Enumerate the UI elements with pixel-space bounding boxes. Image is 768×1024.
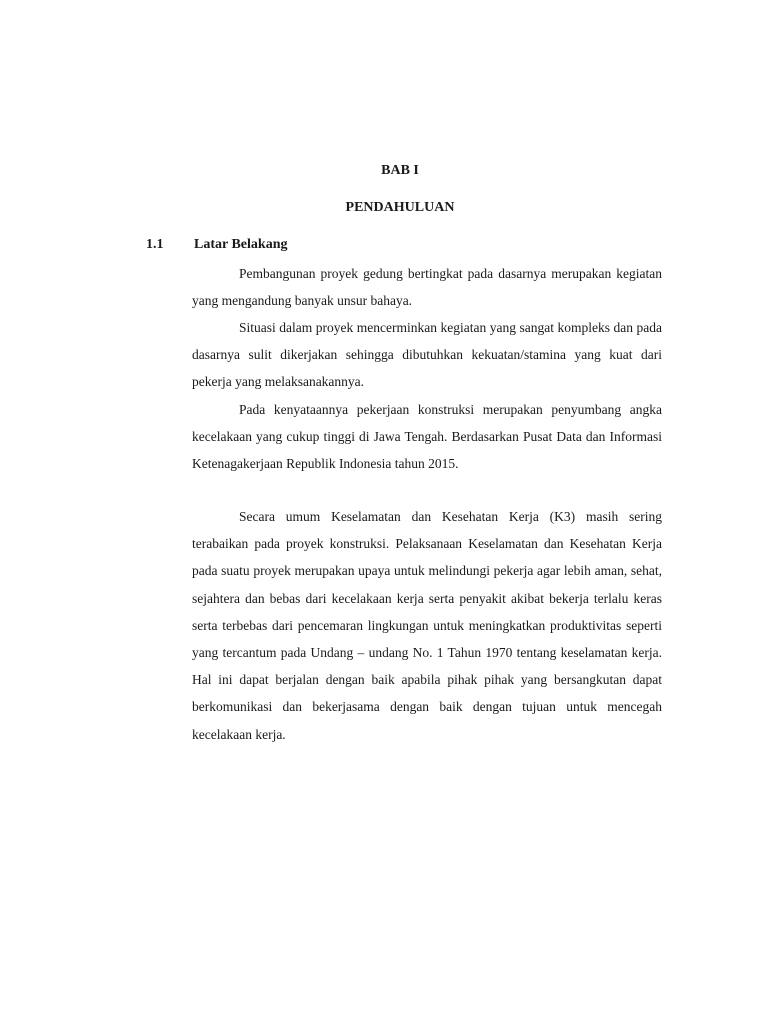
body-paragraph-3 <box>192 396 662 478</box>
paragraph-text: Pada kenyataannya pekerjaan konstruksi merupakan penyumbang angka kecelakaan yang cukup tinggi di Jawa Tengah. Berdasarkan Pusat Data dan Informasi Ketenagakerjaan Republik Indonesia tahun 2015. <box>192 402 662 472</box>
paragraph-text: Secara umum Keselamatan dan Kesehatan Kerja (K3) masih sering terabaikan pada proyek konstruksi. Pelaksanaan Keselamatan dan Kesehatan Kerja pada suatu proyek merupakan upaya untuk melindungi pekerja agar lebih aman, sehat, sejahtera dan bebas dari kecelakaan kerja serta penyakit akibat bekerja terlalu keras serta terbebas dari pencemaran lingkungan untuk meningkatkan produktivitas seperti yang tercantum pada Undang – undang No. 1 Tahun 1970 tentang keselamatan kerja. Hal ini dapat berjalan dengan baik apabila pihak pihak yang bersangkutan dapat berkomunikasi dan bekerjasama dengan baik dengan tujuan untuk mencegah kecelakaan kerja. <box>192 509 662 742</box>
body-paragraph-1 <box>192 260 662 314</box>
section-title: Latar Belakang <box>194 237 288 252</box>
chapter-title: PENDAHULUAN <box>345 200 455 215</box>
body-paragraph-2 <box>192 314 662 396</box>
chapter-number: BAB I <box>381 163 419 178</box>
section-number: 1.1 <box>146 237 164 252</box>
section-heading <box>146 237 287 253</box>
paragraph-text: Situasi dalam proyek mencerminkan kegiatan yang sangat kompleks dan pada dasarnya sulit dikerjakan sehingga dibutuhkan kekuatan/stamina yang kuat dari pekerja yang melaksanakannya. <box>192 320 662 390</box>
paragraph-text: Pembangunan proyek gedung bertingkat pada dasarnya merupakan kegiatan yang mengandung banyak unsur bahaya. <box>192 266 662 309</box>
body-paragraph-4 <box>192 503 662 748</box>
